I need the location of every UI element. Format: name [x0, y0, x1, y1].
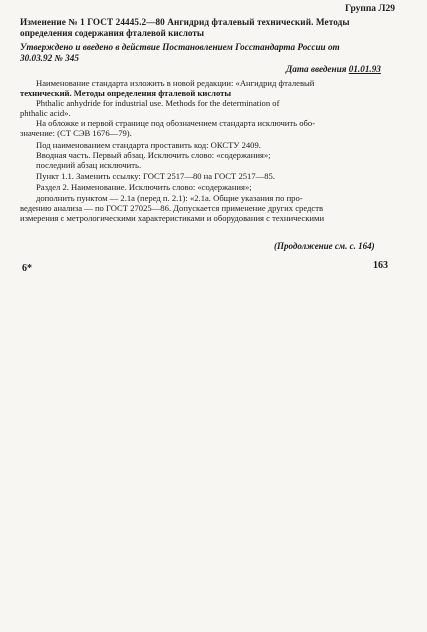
- approval-line-2: 30.03.92 № 345: [20, 53, 79, 63]
- body-line-9: последний абзац исключить.: [36, 160, 142, 170]
- amendment-title-line-2: определения содержания фталевой кислоты: [20, 28, 205, 38]
- body-line-2: технический. Методы определения фталевой кислоты: [20, 88, 232, 98]
- continuation-note: (Продолжение см. с. 164): [274, 241, 375, 251]
- body-line-4: phthalic acid».: [20, 108, 71, 118]
- body-line-14: измерения с метрологическими характеристиками и оборудования с техническими: [20, 213, 325, 223]
- group-code: Группа Л29: [345, 4, 396, 14]
- body-line-7: Под наименованием стандарта проставить код: ОКСТУ 2409.: [36, 140, 261, 150]
- page-number: 163: [373, 260, 388, 271]
- body-line-10: Пункт 1.1. Заменить ссылку: ГОСТ 2517—80 на ГОСТ 2517—85.: [36, 171, 275, 181]
- body-line-6: значение: (СТ СЭВ 1676—79).: [20, 128, 132, 138]
- effective-date-label: Дата введения: [286, 64, 347, 74]
- body-line-11: Раздел 2. Наименование. Исключить слово: «содержания»;: [36, 182, 252, 192]
- body-line-1: Наименование стандарта изложить в новой редакции: «Ангидрид фталевый: [36, 78, 315, 88]
- effective-date-line: [286, 64, 381, 74]
- body-line-5: На обложке и первой странице под обозначением стандарта исключить обо-: [36, 118, 316, 128]
- amendment-title-line-1: Изменение № 1 ГОСТ 24445.2—80 Ангидрид фталевый технический. Методы: [20, 17, 350, 27]
- approval-line-1: Утверждено и введено в действие Постановлением Госстандарта России от: [20, 42, 340, 52]
- signature-mark: 6*: [22, 263, 32, 274]
- body-line-12: дополнить пунктом — 2.1а (перед п. 2.1): «2.1а. Общие указания по про-: [36, 193, 303, 203]
- body-line-3: Phthalic anhydride for industrial use. Methods for the determination of: [36, 98, 280, 108]
- body-line-13: ведению анализа — по ГОСТ 27025—86. Допускается применение других средств: [20, 203, 324, 213]
- effective-date-value: 01.01.93: [348, 64, 381, 74]
- body-line-8: Вводная часть. Первый абзац. Исключить слово: «содержания»;: [36, 150, 271, 160]
